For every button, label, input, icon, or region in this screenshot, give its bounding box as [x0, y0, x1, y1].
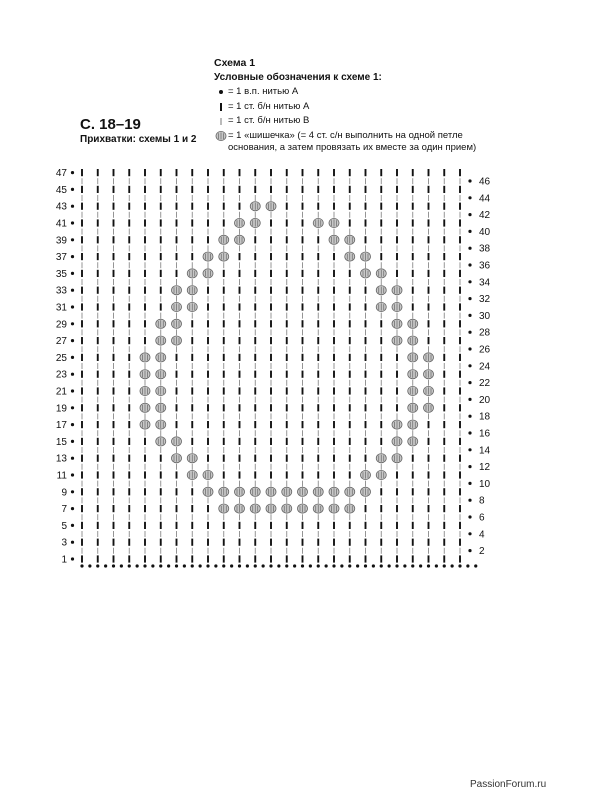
- legend-title: Схема 1: [214, 57, 256, 69]
- turning-chain-dot: [71, 238, 74, 241]
- turning-chain-dot: [468, 515, 471, 518]
- turning-chain-dot: [71, 524, 74, 527]
- row-label-left: 19: [55, 403, 67, 415]
- bobble-stitch: [187, 454, 197, 463]
- turning-chain-dot: [468, 347, 471, 350]
- row-label-left: 7: [61, 504, 67, 516]
- row-label-right: 42: [479, 210, 491, 222]
- turning-chain-dot: [71, 221, 74, 224]
- chain-dot: [348, 564, 351, 567]
- turning-chain-dot: [468, 381, 471, 384]
- chain-dot: [112, 564, 115, 567]
- legend-subtitle: Условные обозначения к схеме 1:: [214, 71, 382, 83]
- chain-dot: [474, 564, 477, 567]
- row-label-left: 37: [55, 252, 67, 264]
- chain-dot: [301, 564, 304, 567]
- turning-chain-dot: [468, 230, 471, 233]
- bobble-stitch: [156, 403, 166, 412]
- bobble-stitch: [392, 286, 402, 295]
- chain-dot: [380, 564, 383, 567]
- row-label-right: 28: [479, 327, 491, 339]
- bobble-stitch: [424, 386, 434, 395]
- chain-dot: [143, 564, 146, 567]
- turning-chain-dot: [468, 213, 471, 216]
- row-label-left: 39: [55, 235, 67, 247]
- turning-chain-dot: [71, 188, 74, 191]
- turning-chain-dot: [468, 499, 471, 502]
- row-label-left: 1: [61, 554, 67, 566]
- row-label-right: 16: [479, 428, 491, 440]
- row-label-left: 21: [55, 386, 67, 398]
- turning-chain-dot: [71, 373, 74, 376]
- turning-chain-dot: [71, 171, 74, 174]
- chain-dot: [458, 564, 461, 567]
- chain-dot: [435, 564, 438, 567]
- bobble-stitch: [376, 454, 386, 463]
- bobble-stitch: [156, 420, 166, 429]
- bobble-stitch: [235, 504, 245, 513]
- turning-chain-dot: [71, 440, 74, 443]
- turning-chain-dot: [71, 541, 74, 544]
- bobble-stitch: [361, 269, 371, 278]
- chain-dot: [443, 564, 446, 567]
- bobble-stitch: [140, 353, 150, 362]
- turning-chain-dot: [468, 549, 471, 552]
- bobble-stitch: [172, 336, 182, 345]
- turning-chain-dot: [71, 339, 74, 342]
- chain-dot: [325, 564, 328, 567]
- bobble-stitch: [313, 504, 323, 513]
- chain-dot: [151, 564, 154, 567]
- bobble-stitch: [250, 487, 260, 496]
- watermark: PassionForum.ru: [470, 779, 547, 790]
- bobble-stitch: [392, 437, 402, 446]
- bobble-stitch: [392, 319, 402, 328]
- chain-dot: [277, 564, 280, 567]
- row-label-right: 10: [479, 478, 491, 490]
- chain-dot: [293, 564, 296, 567]
- turning-chain-dot: [468, 398, 471, 401]
- bobble-stitch: [156, 353, 166, 362]
- row-label-right: 40: [479, 226, 491, 238]
- turning-chain-dot: [468, 532, 471, 535]
- row-label-left: 25: [55, 352, 67, 364]
- chain-dot: [403, 564, 406, 567]
- chain-dot: [388, 564, 391, 567]
- bobble-stitch: [187, 470, 197, 479]
- row-label-right: 32: [479, 294, 491, 306]
- bobble-stitch: [329, 218, 339, 227]
- bobble-stitch: [376, 302, 386, 311]
- legend-item-text: = 1 ст. б/н нитью В: [228, 115, 310, 126]
- bobble-stitch: [424, 370, 434, 379]
- row-label-left: 17: [55, 420, 67, 432]
- chain-dot: [167, 564, 170, 567]
- bobble-stitch: [282, 487, 292, 496]
- turning-chain-dot: [71, 289, 74, 292]
- bobble-stitch: [345, 487, 355, 496]
- chain-dot: [364, 564, 367, 567]
- bobble-stitch: [266, 202, 276, 211]
- chain-dot: [191, 564, 194, 567]
- chain-dot: [214, 564, 217, 567]
- bobble-stitch: [156, 336, 166, 345]
- bobble-stitch: [345, 235, 355, 244]
- row-label-right: 8: [479, 495, 485, 507]
- row-label-right: 18: [479, 411, 491, 423]
- bobble-stitch: [392, 454, 402, 463]
- chain-dot: [395, 564, 398, 567]
- turning-chain-dot: [468, 247, 471, 250]
- bobble-stitch: [219, 504, 229, 513]
- row-label-right: 38: [479, 243, 491, 255]
- chain-dot: [199, 564, 202, 567]
- turning-chain-dot: [71, 305, 74, 308]
- chain-dot: [332, 564, 335, 567]
- turning-chain-dot: [71, 322, 74, 325]
- row-label-left: 41: [55, 218, 67, 230]
- chain-dot: [309, 564, 312, 567]
- bobble-stitch: [140, 386, 150, 395]
- bobble-stitch: [140, 420, 150, 429]
- turning-chain-dot: [468, 280, 471, 283]
- row-label-left: 23: [55, 369, 67, 381]
- row-label-left: 47: [55, 168, 67, 180]
- bobble-stitch: [345, 504, 355, 513]
- chain-dot: [427, 564, 430, 567]
- bobble-stitch: [329, 487, 339, 496]
- turning-chain-dot: [468, 263, 471, 266]
- row-label-right: 20: [479, 394, 491, 406]
- chain-dot: [269, 564, 272, 567]
- row-label-left: 35: [55, 268, 67, 280]
- row-label-left: 45: [55, 184, 67, 196]
- chain-dot: [451, 564, 454, 567]
- bobble-stitch: [282, 504, 292, 513]
- turning-chain-dot: [468, 482, 471, 485]
- bobble-stitch: [235, 235, 245, 244]
- chain-dot: [136, 564, 139, 567]
- chain-dot: [466, 564, 469, 567]
- bobble-stitch: [313, 487, 323, 496]
- turning-chain-dot: [71, 272, 74, 275]
- bobble-stitch: [298, 487, 308, 496]
- row-label-left: 15: [55, 436, 67, 448]
- chain-dot: [246, 564, 249, 567]
- row-label-left: 9: [61, 487, 67, 499]
- chain-dot: [372, 564, 375, 567]
- bobble-stitch: [361, 487, 371, 496]
- bobble-stitch: [408, 353, 418, 362]
- turning-chain-dot: [71, 205, 74, 208]
- chain-dot: [222, 564, 225, 567]
- bobble-stitch: [203, 269, 213, 278]
- row-label-left: 5: [61, 520, 67, 532]
- turning-chain-dot: [71, 255, 74, 258]
- bobble-stitch: [361, 252, 371, 261]
- bobble-stitch: [361, 470, 371, 479]
- turning-chain-dot: [71, 457, 74, 460]
- chain-dot: [285, 564, 288, 567]
- turning-chain-dot: [71, 389, 74, 392]
- chain-dot: [411, 564, 414, 567]
- bobble-stitch: [172, 454, 182, 463]
- turning-chain-dot: [71, 406, 74, 409]
- bobble-stitch: [329, 235, 339, 244]
- turning-chain-dot: [468, 314, 471, 317]
- bobble-stitch: [329, 504, 339, 513]
- bobble-stitch: [156, 319, 166, 328]
- turning-chain-dot: [71, 356, 74, 359]
- section-caption: Прихватки: схемы 1 и 2: [80, 134, 197, 145]
- row-label-right: 14: [479, 445, 491, 457]
- bobble-stitch: [408, 336, 418, 345]
- bobble-stitch: [408, 437, 418, 446]
- row-label-left: 13: [55, 453, 67, 465]
- turning-chain-dot: [71, 557, 74, 560]
- bobble-stitch: [408, 319, 418, 328]
- chain-dot: [206, 564, 209, 567]
- legend-item-text: = 1 в.п. нитью А: [228, 86, 299, 97]
- turning-chain-dot: [468, 179, 471, 182]
- row-label-left: 29: [55, 319, 67, 331]
- row-label-right: 2: [479, 546, 485, 558]
- chain-dot: [104, 564, 107, 567]
- bobble-stitch: [156, 437, 166, 446]
- bobble-stitch: [250, 202, 260, 211]
- turning-chain-dot: [468, 364, 471, 367]
- bobble-stitch: [140, 403, 150, 412]
- row-label-right: 30: [479, 310, 491, 322]
- bobble-stitch: [266, 504, 276, 513]
- bobble-stitch: [203, 470, 213, 479]
- chain-dot: [419, 564, 422, 567]
- bobble-stitch: [408, 386, 418, 395]
- row-label-right: 22: [479, 378, 491, 390]
- row-label-right: 4: [479, 529, 485, 541]
- chain-dot: [238, 564, 241, 567]
- bobble-stitch: [219, 235, 229, 244]
- legend-item-text: = 1 ст. б/н нитью А: [228, 100, 310, 112]
- bobble-stitch: [172, 286, 182, 295]
- row-label-left: 31: [55, 302, 67, 314]
- page-number: С. 18–19: [80, 116, 141, 133]
- turning-chain-dot: [71, 490, 74, 493]
- turning-chain-dot: [468, 196, 471, 199]
- bobble-stitch: [376, 286, 386, 295]
- bobble-stitch: [203, 252, 213, 261]
- row-label-right: 34: [479, 277, 491, 289]
- chain-dot: [230, 564, 233, 567]
- row-label-right: 46: [479, 176, 491, 188]
- row-label-left: 11: [56, 470, 67, 482]
- bobble-stitch: [408, 420, 418, 429]
- bobble-stitch: [187, 269, 197, 278]
- bobble-stitch: [187, 302, 197, 311]
- turning-chain-dot: [71, 423, 74, 426]
- bobble-stitch: [392, 302, 402, 311]
- bobble-stitch: [313, 218, 323, 227]
- bobble-stitch: [392, 420, 402, 429]
- bobble-stitch: [187, 286, 197, 295]
- row-label-right: 6: [479, 512, 485, 524]
- row-label-left: 3: [61, 537, 67, 549]
- row-label-right: 26: [479, 344, 491, 356]
- chain-dot: [80, 564, 83, 567]
- chain-dot: [159, 564, 162, 567]
- chain-dot: [128, 564, 131, 567]
- row-label-right: 36: [479, 260, 491, 272]
- row-label-right: 44: [479, 193, 491, 205]
- turning-chain-dot: [71, 507, 74, 510]
- bobble-stitch: [408, 403, 418, 412]
- bobble-stitch: [140, 370, 150, 379]
- bobble-stitch: [392, 336, 402, 345]
- bobble-stitch: [219, 252, 229, 261]
- bobble-stitch: [376, 269, 386, 278]
- bobble-stitch: [424, 403, 434, 412]
- chain-dot: [88, 564, 91, 567]
- bobble-stitch: [266, 487, 276, 496]
- chain-dot: [96, 564, 99, 567]
- row-label-left: 27: [55, 336, 67, 348]
- bobble-stitch: [424, 353, 434, 362]
- row-label-left: 33: [55, 285, 67, 297]
- chain-dot: [262, 564, 265, 567]
- row-label-left: 43: [55, 201, 67, 213]
- bobble-stitch: [298, 504, 308, 513]
- bobble-stitch: [219, 487, 229, 496]
- bobble-stitch: [203, 487, 213, 496]
- bobble-stitch: [376, 470, 386, 479]
- chain-dot: [120, 564, 123, 567]
- bobble-stitch: [235, 218, 245, 227]
- turning-chain-dot: [468, 415, 471, 418]
- chain-dot: [183, 564, 186, 567]
- bobble-stitch: [172, 319, 182, 328]
- bobble-stitch: [408, 370, 418, 379]
- turning-chain-dot: [468, 331, 471, 334]
- bobble-stitch: [172, 302, 182, 311]
- turning-chain-dot: [468, 297, 471, 300]
- bobble-stitch: [250, 504, 260, 513]
- row-label-right: 24: [479, 361, 491, 373]
- row-label-right: 12: [479, 462, 491, 474]
- bobble-stitch: [345, 252, 355, 261]
- chain-dot: [356, 564, 359, 567]
- bobble-stitch: [235, 487, 245, 496]
- bobble-stitch: [172, 437, 182, 446]
- bobble-stitch: [156, 370, 166, 379]
- turning-chain-dot: [468, 448, 471, 451]
- chain-dot: [254, 564, 257, 567]
- chain-dot: [317, 564, 320, 567]
- bobble-stitch: [156, 386, 166, 395]
- chain-dot: [175, 564, 178, 567]
- turning-chain-dot: [468, 465, 471, 468]
- legend-item-text: = 1 «шишечка» (= 4 ст. с/н выполнить на одной петле основания, а затем провязать их вместе за один прием): [228, 129, 477, 153]
- chain-dot: [340, 564, 343, 567]
- bobble-stitch: [250, 218, 260, 227]
- turning-chain-dot: [71, 473, 74, 476]
- turning-chain-dot: [468, 431, 471, 434]
